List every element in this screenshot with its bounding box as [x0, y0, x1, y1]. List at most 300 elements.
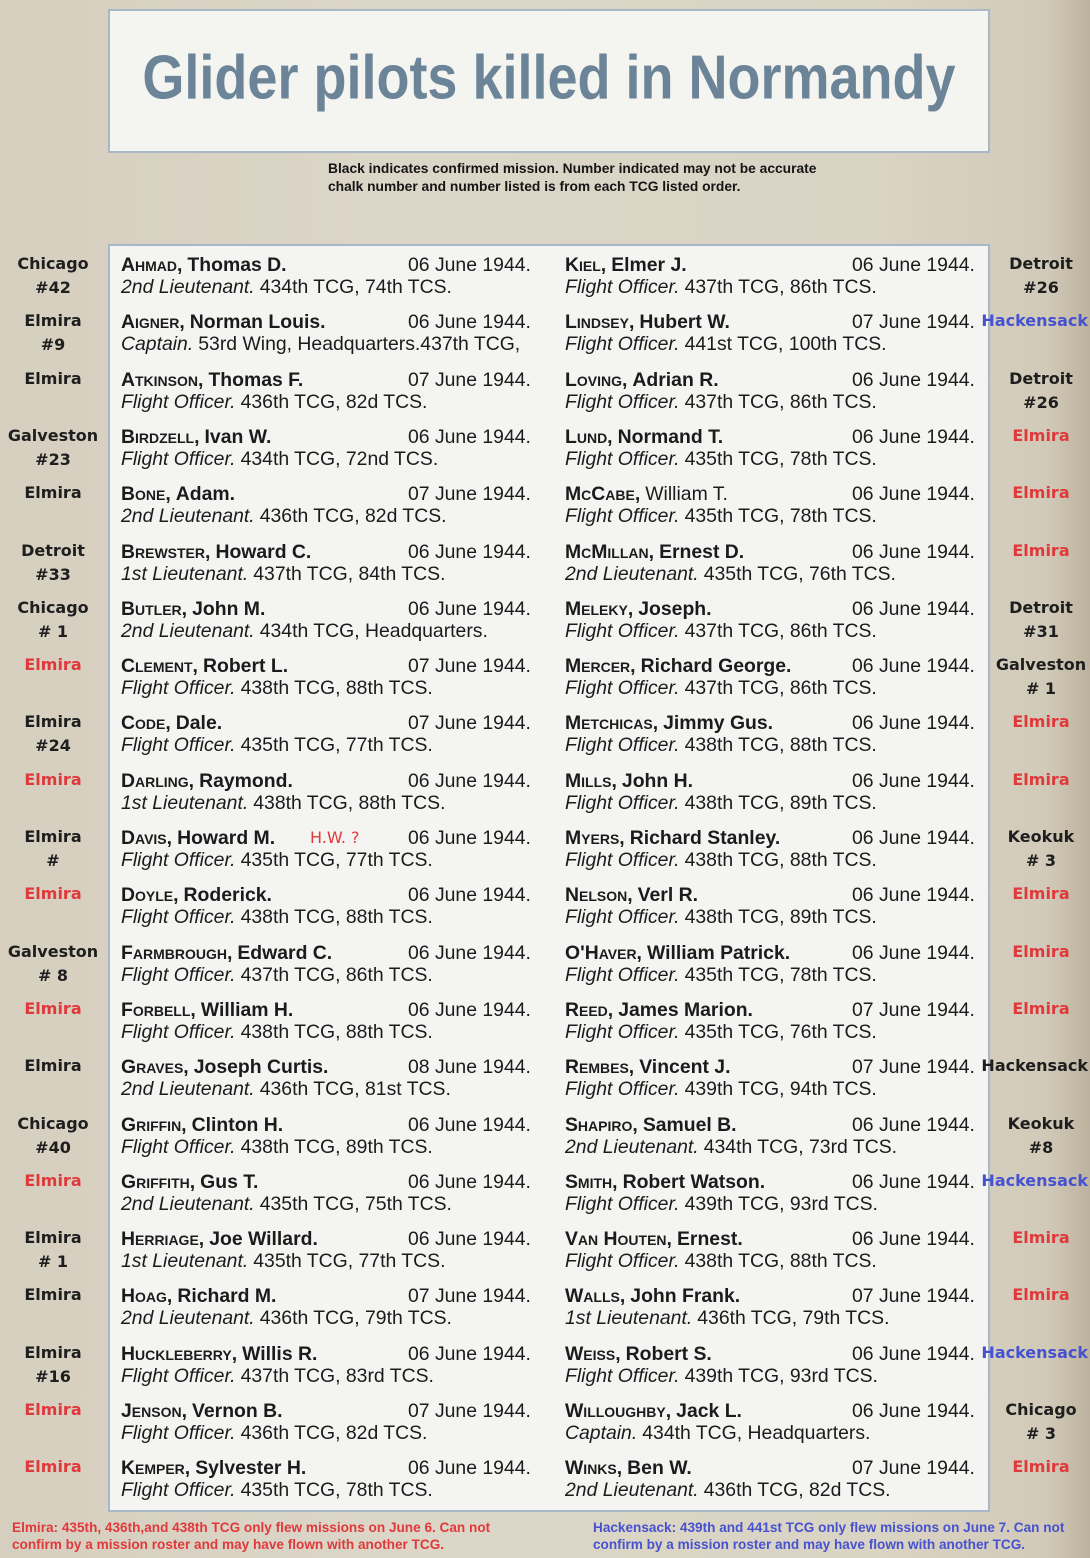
pilot-entry — [565, 712, 985, 756]
pilot-unit: 436th TCG, 81st TCS. — [259, 1078, 451, 1101]
chalk-number: #40 — [35, 1137, 71, 1157]
name-line — [121, 541, 311, 563]
mission-label — [0, 710, 106, 758]
pilot-unit: 436th TCG, 82d TCS. — [703, 1479, 891, 1502]
chalk-number: #9 — [40, 335, 66, 355]
pilot-surname: Rembes, — [565, 1056, 635, 1079]
service-line — [121, 1136, 433, 1158]
mission-place: Hackensack — [981, 1056, 1088, 1076]
pilot-entry — [121, 1171, 541, 1215]
pilot-surname: Darling, — [121, 769, 195, 792]
pilot-given-name: Roderick. — [183, 884, 272, 907]
pilot-given-name: John M. — [192, 597, 266, 620]
mission-label — [0, 539, 106, 587]
chalk-number: #26 — [1023, 278, 1059, 297]
pilot-rank: Flight Officer. — [121, 1422, 236, 1444]
pilot-surname: Atkinson, — [121, 368, 204, 391]
pilot-surname: Griffin, — [121, 1113, 187, 1136]
death-date: 06 June 1944. — [852, 254, 975, 276]
mission-place: Keokuk — [1007, 1113, 1075, 1133]
pilot-rank: 2nd Lieutenant. — [565, 1479, 699, 1502]
pilot-rank: 2nd Lieutenant. — [121, 1192, 255, 1215]
mission-place: Elmira — [1012, 425, 1070, 445]
pilot-rank: Flight Officer. — [121, 963, 236, 986]
mission-label — [0, 1054, 106, 1078]
pilot-entry — [121, 598, 541, 642]
name-line — [121, 712, 222, 734]
death-date: 06 June 1944. — [852, 1342, 975, 1365]
pilot-entry — [121, 942, 541, 986]
pilot-given-name: Raymond. — [199, 769, 293, 792]
pilot-surname: Brewster, — [121, 540, 211, 563]
chalk-number: # 8 — [37, 965, 69, 985]
pilot-surname: Griffith, — [121, 1170, 196, 1193]
pilot-given-name: Adam. — [175, 483, 236, 506]
pilot-surname: Shapiro, — [565, 1113, 638, 1136]
pilot-rank: 2nd Lieutenant. — [121, 505, 255, 528]
mission-label — [981, 1341, 1088, 1365]
mission-place: Elmira — [24, 1170, 82, 1190]
pilot-entry — [121, 426, 541, 470]
pilot-given-name: Elmer J. — [611, 254, 687, 276]
pilot-unit: 436th TCG, 82d TCS. — [240, 390, 428, 413]
pilot-rank: Flight Officer. — [121, 1135, 236, 1158]
pilot-surname: Butler, — [121, 597, 188, 620]
footer-note-line: confirm by a mission roster and may have flown with another TCG. — [12, 1537, 445, 1552]
name-line — [121, 1171, 258, 1193]
mission-place: Elmira — [1012, 998, 1070, 1018]
death-date: 06 June 1944. — [852, 769, 975, 792]
mission-label — [992, 825, 1090, 873]
pilot-surname: Code, — [121, 712, 171, 735]
death-date: 07 June 1944. — [408, 712, 531, 735]
pilot-given-name: Adrian R. — [632, 368, 719, 391]
pilot-unit: 435th TCG, 76th TCS. — [684, 1020, 877, 1043]
service-line — [565, 792, 877, 814]
name-line — [121, 254, 287, 276]
name-line — [121, 942, 332, 964]
service-line — [565, 964, 877, 986]
title-box — [108, 9, 990, 153]
death-date: 06 June 1944. — [408, 1342, 531, 1365]
pilot-entry — [565, 369, 985, 413]
service-line — [565, 333, 887, 355]
name-line — [565, 827, 780, 849]
pilot-entry — [121, 1056, 541, 1100]
pilot-entry — [121, 827, 541, 871]
pilot-rank: Flight Officer. — [565, 390, 680, 413]
pilot-surname: Myers, — [565, 827, 625, 849]
pilot-given-name: Vincent J. — [639, 1056, 731, 1079]
pilot-given-name: Jack L. — [676, 1400, 742, 1422]
service-line — [121, 1078, 451, 1100]
pilot-entry — [565, 1285, 985, 1329]
pilot-surname: Mercer, — [565, 655, 636, 678]
death-date: 06 June 1944. — [852, 827, 975, 849]
name-line — [565, 770, 693, 792]
pilot-given-name: Norman Louis. — [189, 311, 326, 334]
name-line — [121, 1457, 306, 1479]
pilot-surname: Herriage, — [121, 1228, 205, 1251]
death-date: 07 June 1944. — [408, 368, 531, 391]
pilot-unit: 435th TCG, 78th TCS. — [684, 963, 877, 986]
pilot-unit: 439th TCG, 94th TCS. — [684, 1078, 877, 1101]
mission-label — [0, 309, 106, 357]
name-line — [121, 1343, 317, 1365]
death-date: 06 June 1944. — [408, 1228, 531, 1251]
pilot-unit: 437th TCG, 86th TCS. — [240, 963, 433, 986]
death-date: 06 June 1944. — [852, 597, 975, 620]
pilot-unit: 439th TCG, 93rd TCS. — [684, 1192, 878, 1215]
pilot-surname: Ahmad, — [121, 254, 183, 276]
name-line — [121, 369, 303, 391]
pilot-unit: 438th TCG, 88th TCS. — [684, 1250, 877, 1273]
pilot-unit: 434th TCG, 73rd TCS. — [703, 1135, 898, 1158]
pilot-unit: 438th TCG, 88th TCS. — [240, 1020, 433, 1043]
death-date: 07 June 1944. — [852, 998, 975, 1021]
mission-label — [992, 653, 1090, 701]
chalk-number: #23 — [35, 449, 71, 469]
pilot-rank: Captain. — [121, 333, 194, 356]
mission-place: Detroit — [1009, 368, 1073, 388]
pilot-rank: Flight Officer. — [565, 1364, 680, 1387]
service-line — [565, 448, 877, 470]
pilot-surname: Aigner, — [121, 311, 185, 334]
pilot-rank: 2nd Lieutenant. — [121, 619, 255, 642]
pilot-unit: 437th TCG, 86th TCS. — [684, 619, 877, 642]
mission-place: Elmira — [24, 483, 82, 503]
death-date: 06 June 1944. — [408, 597, 531, 620]
pilot-entry — [565, 541, 985, 585]
mission-label — [992, 882, 1090, 906]
pilot-surname: Walls, — [565, 1285, 626, 1308]
pilot-unit: 438th TCG, 88th TCS. — [684, 849, 877, 871]
pilot-given-name: Verl R. — [637, 884, 699, 907]
service-line — [121, 1422, 427, 1444]
pilot-rank: Flight Officer. — [565, 505, 680, 528]
mission-place: Elmira — [24, 368, 82, 388]
name-line — [565, 541, 744, 563]
pilot-entry — [565, 1343, 985, 1387]
mission-label — [0, 1112, 106, 1160]
pilot-unit: 437th TCG, 84th TCS. — [253, 562, 446, 585]
pilot-unit: 441st TCG, 100th TCS. — [684, 333, 887, 356]
footer-note-hackensack — [593, 1519, 1064, 1553]
pilot-entry — [121, 1457, 541, 1501]
pilot-unit: 435th TCG, 78th TCS. — [684, 505, 877, 528]
pilot-given-name: Dale. — [175, 712, 223, 735]
name-line — [565, 655, 791, 677]
handwritten-annotation: H.W. ? — [310, 828, 360, 847]
mission-place: Detroit — [1009, 254, 1073, 273]
mission-place: Elmira — [24, 1457, 82, 1477]
death-date: 06 June 1944. — [408, 884, 531, 907]
mission-label — [981, 1054, 1088, 1078]
name-line — [565, 884, 698, 906]
death-date: 06 June 1944. — [408, 1113, 531, 1136]
pilot-surname: Nelson, — [565, 884, 633, 907]
pilot-unit: 435th TCG, 78th TCS. — [240, 1479, 433, 1502]
pilot-rank: Flight Officer. — [565, 849, 680, 871]
mission-place: Elmira — [24, 1228, 82, 1248]
pilot-given-name: Ivan W. — [204, 425, 272, 448]
pilot-given-name: Ben W. — [627, 1457, 692, 1480]
pilot-surname: Loving, — [565, 368, 628, 391]
mission-label — [992, 1283, 1090, 1307]
mission-place: Hackensack — [981, 311, 1088, 331]
service-line — [565, 620, 877, 642]
death-date: 07 June 1944. — [852, 1056, 975, 1079]
pilot-entry — [565, 655, 985, 699]
pilot-entry — [565, 254, 985, 298]
pilot-entry — [565, 1400, 985, 1444]
pilot-rank: Flight Officer. — [121, 906, 236, 929]
mission-place: Elmira — [24, 1342, 82, 1362]
death-date: 06 June 1944. — [852, 1228, 975, 1251]
pilot-unit: 437th TCG, 86th TCS. — [684, 677, 877, 700]
mission-label — [981, 309, 1088, 333]
pilot-rank: 1st Lieutenant. — [121, 1250, 249, 1273]
mission-label — [0, 424, 106, 472]
pilot-unit: 438th TCG, 89th TCS. — [684, 791, 877, 814]
mission-label — [0, 653, 106, 677]
mission-place: Elmira — [1012, 712, 1070, 732]
service-line — [565, 1479, 891, 1501]
pilot-unit: 438th TCG, 88th TCS. — [253, 791, 446, 814]
pilot-given-name: William H. — [200, 998, 294, 1021]
pilot-entry — [121, 483, 541, 527]
mission-label — [992, 596, 1090, 644]
pilot-surname: Metchicas, — [565, 712, 659, 735]
pilot-entry — [565, 827, 985, 871]
pilot-rank: 1st Lieutenant. — [121, 562, 249, 585]
name-line — [121, 999, 293, 1021]
service-line — [565, 563, 896, 585]
name-line — [121, 655, 288, 677]
pilot-unit: 434th TCG, 74th TCS. — [259, 276, 452, 298]
pilot-surname: Meleky, — [565, 597, 634, 620]
pilot-surname: Lund, — [565, 425, 613, 448]
mission-label — [0, 481, 106, 505]
pilot-given-name: Robert L. — [202, 655, 289, 678]
death-date: 06 June 1944. — [408, 769, 531, 792]
service-line — [565, 849, 877, 871]
mission-place: Galveston — [7, 425, 99, 445]
service-line — [121, 1479, 433, 1501]
name-line — [565, 1400, 742, 1422]
mission-label — [992, 424, 1090, 448]
death-date: 06 June 1944. — [852, 1400, 975, 1422]
pilot-rank: Flight Officer. — [565, 447, 680, 470]
pilot-surname: Van Houten, — [565, 1228, 672, 1251]
pilot-rank: Flight Officer. — [565, 333, 680, 356]
pilot-surname: Lindsey, — [565, 311, 635, 334]
pilot-surname: Willoughby, — [565, 1400, 672, 1422]
service-line — [565, 1021, 877, 1043]
mission-place: Elmira — [1012, 941, 1070, 961]
service-line — [121, 1307, 452, 1329]
death-date: 06 June 1944. — [408, 254, 531, 276]
mission-place: Detroit — [1009, 597, 1073, 617]
name-line — [121, 426, 271, 448]
name-line — [121, 770, 293, 792]
pilot-given-name: Richard George. — [640, 655, 792, 678]
pilot-unit: 438th TCG, 89th TCS. — [684, 906, 877, 929]
service-line — [121, 677, 433, 699]
legend-note-line: chalk number and number listed is from each TCG listed order. — [328, 179, 741, 194]
pilot-entry — [121, 541, 541, 585]
pilot-surname: Huckleberry, — [121, 1342, 238, 1365]
pilot-rank: Captain. — [565, 1422, 638, 1444]
pilot-entry — [565, 483, 985, 527]
pilot-unit: 434th TCG, Headquarters. — [642, 1422, 871, 1444]
service-line — [121, 1365, 434, 1387]
death-date: 07 June 1944. — [852, 311, 975, 334]
chalk-number: # 3 — [1025, 851, 1057, 870]
pilot-given-name: Joe Willard. — [209, 1228, 318, 1251]
name-line — [565, 254, 687, 276]
death-date: 07 June 1944. — [852, 1285, 975, 1308]
mission-label — [0, 596, 106, 644]
pilot-entry — [121, 884, 541, 928]
pilot-unit: 53rd Wing, Headquarters.437th TCG, — [198, 333, 521, 356]
service-line — [121, 1193, 452, 1215]
pilot-surname: Smith, — [565, 1170, 618, 1193]
pilot-rank: Flight Officer. — [121, 1364, 236, 1387]
pilot-surname: Winks, — [565, 1457, 623, 1480]
service-line — [565, 1136, 897, 1158]
pilot-entry — [121, 1343, 541, 1387]
chalk-number: #16 — [35, 1366, 71, 1386]
pilot-surname: Birdzell, — [121, 425, 200, 448]
pilot-surname: Weiss, — [565, 1342, 621, 1365]
mission-label — [0, 997, 106, 1021]
pilot-surname: O'Haver, — [565, 941, 642, 964]
pilot-rank: Flight Officer. — [121, 447, 236, 470]
name-line — [565, 1114, 737, 1136]
mission-place: Keokuk — [1007, 827, 1075, 846]
service-line — [565, 1078, 877, 1100]
mission-place: Elmira — [24, 884, 82, 904]
pilot-entry — [121, 712, 541, 756]
pilot-rank: Flight Officer. — [565, 963, 680, 986]
pilot-rank: Flight Officer. — [121, 849, 236, 871]
mission-label — [992, 252, 1090, 300]
service-line — [121, 1021, 433, 1043]
pilot-rank: 1st Lieutenant. — [121, 791, 249, 814]
service-line — [121, 276, 452, 298]
pilot-unit: 436th TCG, 82d TCS. — [240, 1422, 428, 1444]
service-line — [121, 964, 433, 986]
name-line — [565, 712, 773, 734]
service-line — [121, 906, 433, 928]
name-line — [565, 1171, 765, 1193]
pilot-entry — [121, 1400, 541, 1444]
service-line — [121, 1250, 445, 1272]
death-date: 06 June 1944. — [852, 655, 975, 678]
pilot-unit: 438th TCG, 88th TCS. — [240, 677, 433, 700]
mission-place: Elmira — [24, 1400, 82, 1419]
pilot-rank: Flight Officer. — [121, 1479, 236, 1502]
service-line — [121, 792, 445, 814]
pilot-rank: Flight Officer. — [565, 677, 680, 700]
pilot-list-box — [108, 244, 990, 1512]
mission-place: Elmira — [24, 311, 82, 331]
pilot-surname: Graves, — [121, 1056, 189, 1079]
death-date: 06 June 1944. — [852, 425, 975, 448]
pilot-rank: Flight Officer. — [121, 1020, 236, 1043]
pilot-given-name: John H. — [621, 769, 694, 792]
service-line — [121, 391, 427, 413]
pilot-rank: 2nd Lieutenant. — [121, 276, 255, 298]
legend-note-line: Black indicates confirmed mission. Number indicated may not be accurate — [328, 161, 817, 176]
mission-label — [992, 1112, 1090, 1160]
death-date: 07 June 1944. — [408, 1400, 531, 1422]
mission-label — [992, 1226, 1090, 1250]
pilot-unit: 435th TCG, 77th TCS. — [240, 734, 433, 757]
mission-label — [992, 1398, 1090, 1446]
pilot-surname: Hoag, — [121, 1285, 173, 1308]
mission-place: Elmira — [1012, 769, 1070, 789]
chalk-number: #24 — [35, 736, 71, 756]
name-line — [565, 1228, 743, 1250]
pilot-given-name: Thomas D. — [187, 254, 287, 276]
mission-label — [0, 768, 106, 792]
pilot-rank: Flight Officer. — [121, 734, 236, 757]
chalk-number: #33 — [35, 564, 71, 584]
death-date: 07 June 1944. — [852, 1457, 975, 1480]
pilot-entry — [565, 884, 985, 928]
pilot-given-name: Ernest D. — [659, 540, 745, 563]
pilot-given-name: Robert S. — [625, 1342, 712, 1365]
service-line — [121, 333, 520, 355]
service-line — [565, 276, 877, 298]
pilot-unit: 435th TCG, 76th TCS. — [703, 562, 896, 585]
service-line — [121, 563, 445, 585]
pilot-unit: 437th TCG, 86th TCS. — [684, 276, 877, 298]
service-line — [121, 620, 488, 642]
mission-place: Elmira — [1012, 1457, 1070, 1477]
pilot-rank: Flight Officer. — [565, 906, 680, 929]
chalk-number: # — [46, 851, 60, 870]
service-line — [121, 734, 433, 756]
mission-label — [992, 997, 1090, 1021]
pilot-surname: Clement, — [121, 655, 198, 678]
footer-note-line: Hackensack: 439th and 441st TCG only flew missions on June 7. Can not — [593, 1520, 1065, 1535]
mission-place: Elmira — [1012, 1228, 1070, 1248]
mission-place: Hackensack — [981, 1342, 1088, 1362]
pilot-given-name: Howard M. — [177, 827, 276, 849]
pilot-entry — [565, 1056, 985, 1100]
pilot-rank: Flight Officer. — [565, 1020, 680, 1043]
mission-place: Galveston — [995, 655, 1087, 675]
service-line — [565, 505, 877, 527]
pilot-rank: Flight Officer. — [565, 276, 680, 298]
pilot-given-name: Sylvester H. — [195, 1457, 307, 1480]
pilot-given-name: Howard C. — [215, 540, 312, 563]
pilot-entry — [121, 1285, 541, 1329]
name-line — [565, 598, 712, 620]
death-date: 06 June 1944. — [408, 311, 531, 334]
name-line — [121, 1228, 318, 1250]
pilot-unit: 438th TCG, 88th TCS. — [240, 906, 433, 929]
service-line — [121, 849, 433, 871]
pilot-surname: Jenson, — [121, 1400, 187, 1422]
mission-label — [0, 940, 106, 988]
mission-place: Elmira — [24, 827, 82, 846]
page-title: Glider pilots killed in Normandy — [142, 43, 956, 113]
pilot-unit: 438th TCG, 88th TCS. — [684, 734, 877, 757]
